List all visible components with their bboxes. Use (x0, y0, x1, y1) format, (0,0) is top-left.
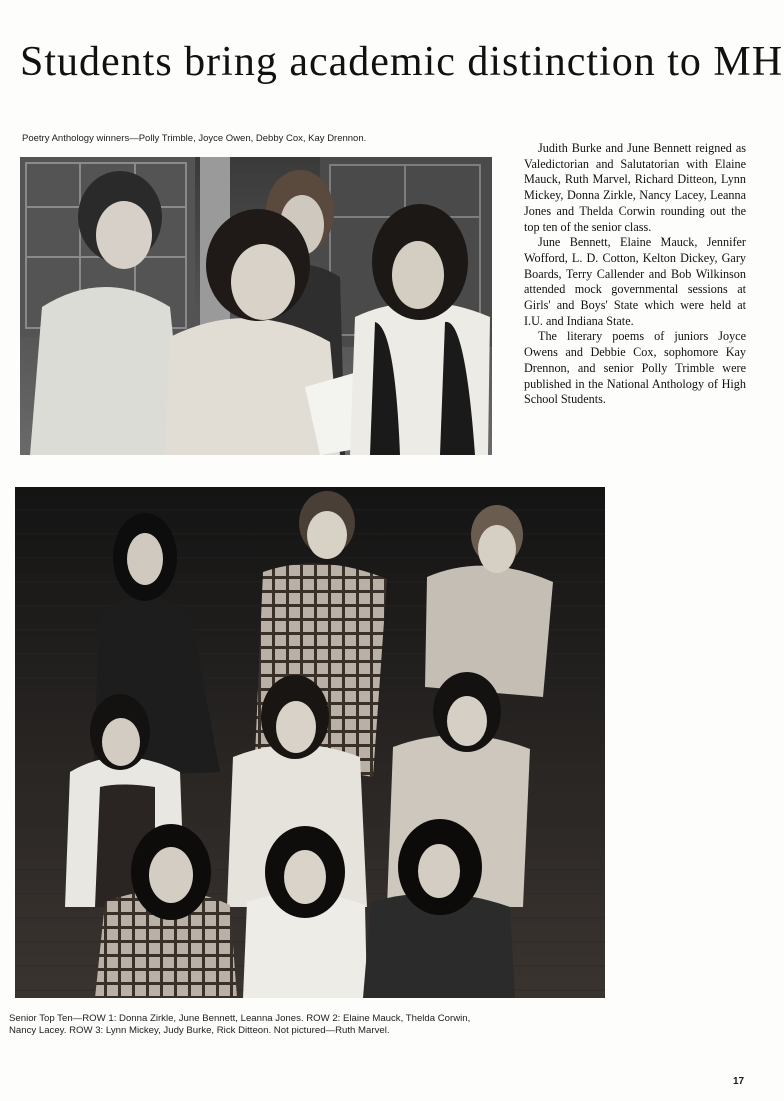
page-number: 17 (733, 1076, 745, 1087)
page-headline: Students bring academic distinction to MH (20, 39, 784, 85)
poetry-winners-photo (20, 157, 492, 455)
article-body (524, 141, 746, 408)
article-paragraph: The literary poems of juniors Joyce Owens and Debbie Cox, sophomore Kay Drennon, and senior Polly Trimble were published in the National Anthology of High School Students. (524, 329, 746, 407)
senior-top-ten-photo (15, 487, 605, 998)
poetry-photo-caption: Poetry Anthology winners—Polly Trimble, Joyce Owen, Debby Cox, Kay Drennon. (22, 133, 367, 144)
article-paragraph: Judith Burke and June Bennett reigned as Valedictorian and Salutatorian with Elaine Mauck, Ruth Marvel, Richard Ditteon, Lynn Mickey, Donna Zirkle, Nancy Lacey, Leanna Jones and Thelda Corwin rounding out the top ten of the senior class. (524, 141, 746, 234)
article-paragraph: June Bennett, Elaine Mauck, Jennifer Wofford, L. D. Cotton, Kelton Dickey, Gary Boards, Terry Callender and Bob Wilkinson attended mock governmental sessions at Girls' and Boys' State which were held at I.U. and Indiana State. (524, 235, 746, 328)
senior-top-ten-caption: Senior Top Ten—ROW 1: Donna Zirkle, June Bennett, Leanna Jones. ROW 2: Elaine Mauck, Thelda Corwin, Nancy Lacey. ROW 3: Lynn Mickey, Judy Burke, Rick Ditteon. Not pictured—Ruth Marvel. (9, 1013, 471, 1036)
